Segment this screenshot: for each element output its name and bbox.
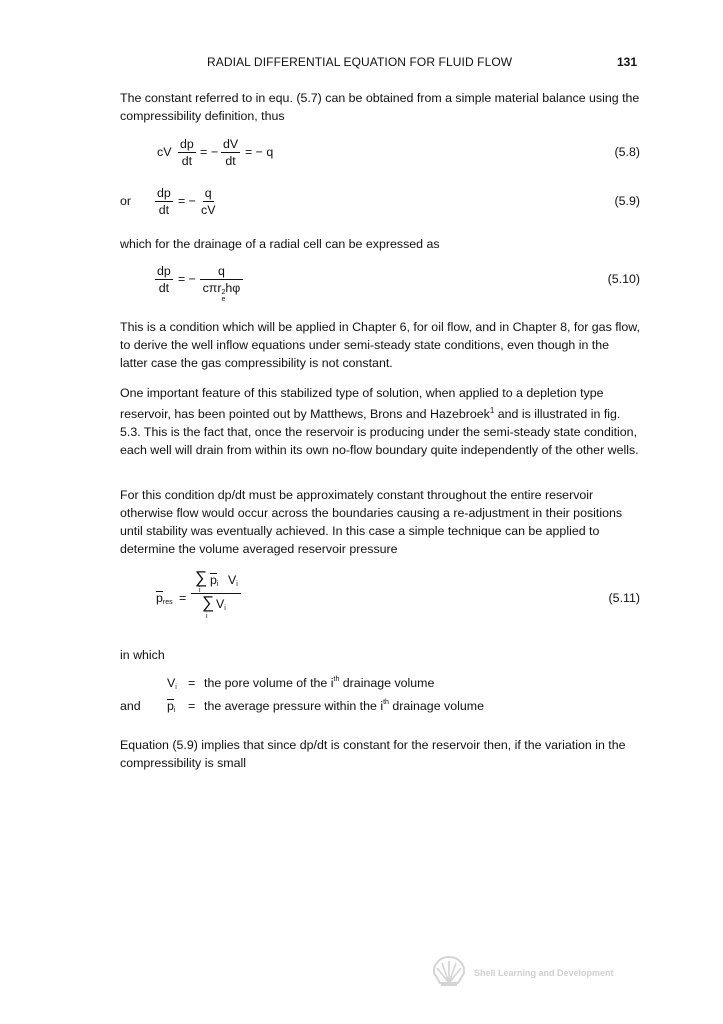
- paragraph-3: This is a condition which will be applied in Chapter 6, for oil flow, and in Chapter 8, for gas flow, to derive the well inflow equations under semi-steady state conditions, even though in the latter case the gas compressibility is not constant.: [120, 320, 640, 370]
- page-number: 131: [617, 55, 638, 69]
- citation-1: 1: [489, 406, 495, 415]
- eq511-number: (5.11): [608, 591, 640, 605]
- eq511-fraction: [191, 563, 241, 626]
- footer-logo-text: Shell Learning and Development: [474, 968, 614, 978]
- paragraph-2: which for the drainage of a radial cell can be expressed as: [120, 237, 440, 251]
- eq59-fraction-2: $\frac{q}{cV}$: [201, 186, 216, 217]
- paragraph-5: For this condition dp/dt must be approximately constant throughout the entire reservoir otherwise flow would occur across the boundaries causing a re-adjustment in their positions until stability was eventually achieved. In this case a simple technique can be applied to determine the volume averaged reservoir pressure: [120, 488, 623, 556]
- eq511-lhs: $p_{res}$: [156, 591, 173, 606]
- eq58-fraction-1: $\frac{dp}{dt}$: [180, 137, 194, 168]
- eq59-fraction-1: $\frac{dp}{dt}$: [157, 186, 171, 217]
- running-title: RADIAL DIFFERENTIAL EQUATION FOR FLUID FLOW: [207, 55, 513, 69]
- shell-logo-icon: [432, 955, 466, 987]
- eq511-numerator: ∑ i $p_i$ $V_i$: [191, 563, 241, 594]
- eq510-fraction-1: $\frac{dp}{dt}$: [157, 264, 171, 295]
- eq511-denominator: ∑ i $V_i$: [202, 593, 226, 620]
- eq58-number: (5.8): [614, 145, 640, 159]
- eq59-number: (5.9): [614, 194, 640, 208]
- eq58-fraction-2: $\frac{dV}{dt}$: [223, 137, 239, 168]
- eq510-number: (5.10): [607, 272, 640, 286]
- eq510-fraction-2: q cπr 2 e hφ: [200, 264, 243, 303]
- paragraph-7: Equation (5.9) implies that since dp/dt is constant for the reservoir then, if the variation in the compressibility is small: [120, 738, 626, 770]
- paragraph-4: One important feature of this stabilized type of solution, when applied to a depletion type reservoir, has been pointed out by Matthews, Brons and Hazebroek$^1$ and is illustrated in fig. 5.3. This is the fact that, once the reservoir is producing under the semi-steady state condition, each well will drain from within its own no-flow boundary quite independently of the other wells.: [120, 386, 639, 458]
- eq58-lhs: cV: [157, 145, 172, 159]
- paragraph-6: in which: [120, 648, 165, 662]
- paragraph-1: The constant referred to in equ. (5.7) can be obtained from a simple material balance using the compressibility definition, thus: [120, 91, 640, 123]
